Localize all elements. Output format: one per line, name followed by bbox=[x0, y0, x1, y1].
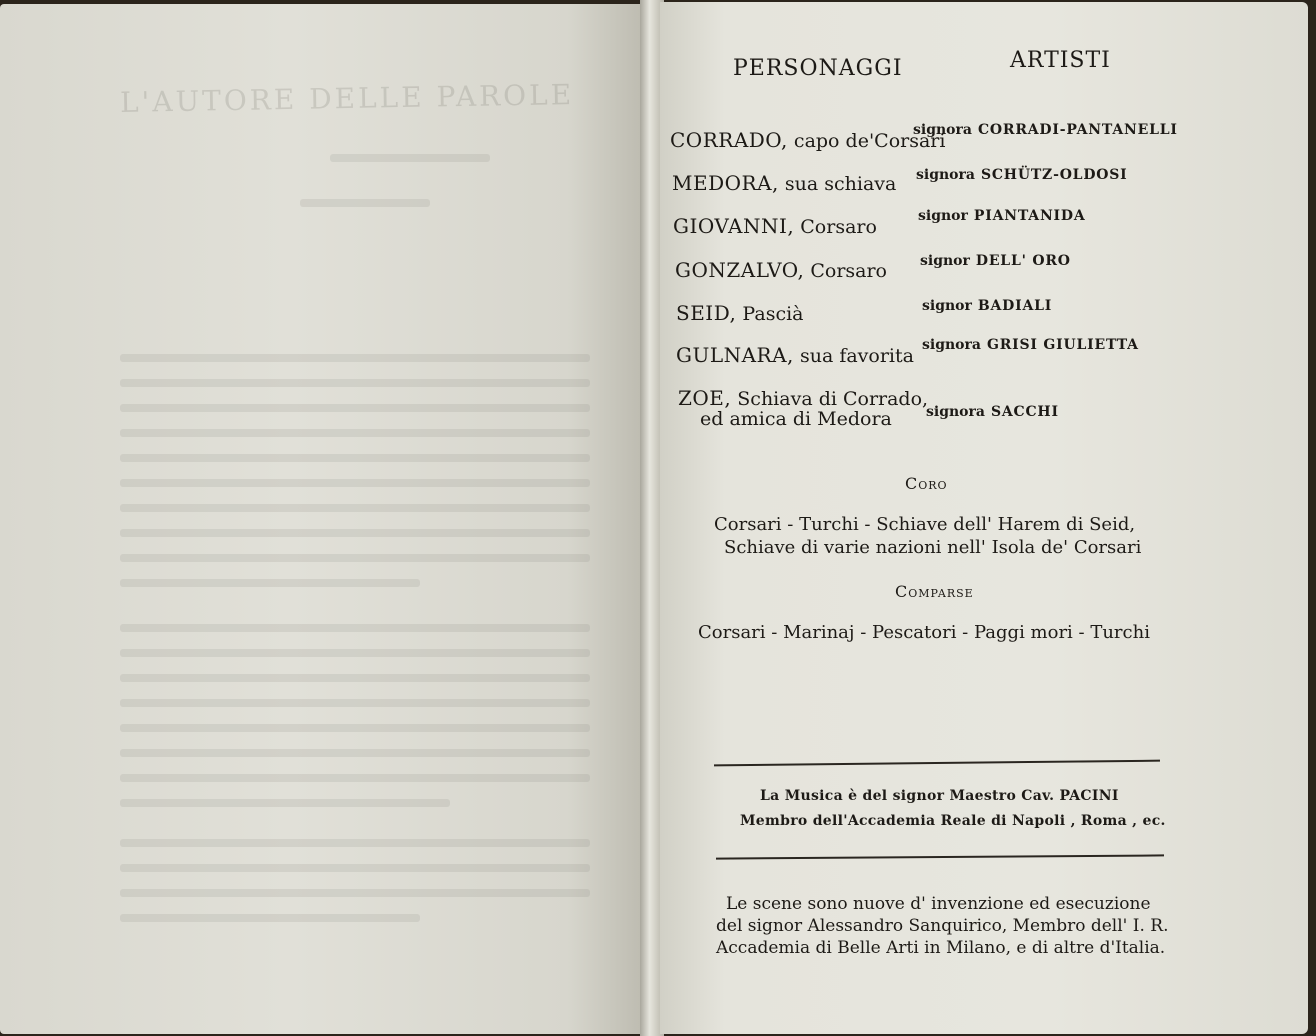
comparse-line-1: Corsari - Marinaj - Pescatori - Paggi mori - Turchi bbox=[698, 622, 1150, 643]
bleed-through-line bbox=[120, 624, 590, 632]
artist-name: SACCHI bbox=[990, 404, 1059, 420]
cast-character bbox=[675, 258, 887, 282]
character-name: CORRADO, bbox=[670, 128, 788, 152]
character-name: SEID, bbox=[676, 301, 737, 325]
artist-title: signora bbox=[913, 122, 972, 138]
artist-name: GRISI GIULIETTA bbox=[986, 337, 1139, 353]
artist-title: signora bbox=[922, 337, 981, 353]
bleed-through-line bbox=[330, 154, 490, 162]
character-role: sua favorita bbox=[793, 345, 914, 367]
left-page bbox=[0, 4, 645, 1034]
cast-artist bbox=[926, 404, 1059, 420]
bleed-through-line bbox=[120, 839, 590, 847]
bleed-through-line bbox=[300, 199, 430, 207]
music-credit-line-2: Membro dell'Accademia Reale di Napoli , Roma , ec. bbox=[740, 813, 1166, 829]
bleed-through-line bbox=[120, 674, 590, 682]
cast-character bbox=[676, 343, 914, 367]
artist-title: signor bbox=[920, 253, 970, 269]
artist-name: PIANTANIDA bbox=[973, 208, 1086, 224]
personaggi-header: PERSONAGGI bbox=[733, 56, 903, 81]
scenery-credit-line-2: del signor Alessandro Sanquirico, Membro dell' I. R. bbox=[716, 916, 1169, 936]
cast-artist bbox=[920, 253, 1071, 269]
comparse-heading: Comparse bbox=[895, 582, 974, 601]
bleed-through-line bbox=[120, 404, 590, 412]
artist-title: signor bbox=[922, 298, 972, 314]
scenery-credit-line-1: Le scene sono nuove d' invenzione ed esecuzione bbox=[726, 894, 1151, 914]
character-role: sua schiava bbox=[778, 173, 897, 195]
character-role-continued: ed amica di Medora bbox=[700, 408, 892, 430]
coro-line-2: Schiave di varie nazioni nell' Isola de' Corsari bbox=[724, 537, 1142, 558]
artist-title: signora bbox=[926, 404, 985, 420]
bleed-through-line bbox=[120, 749, 590, 757]
cast-character bbox=[670, 128, 945, 152]
artisti-header: ARTISTI bbox=[1010, 48, 1111, 73]
scenery-credit-line-3: Accademia di Belle Arti in Milano, e di altre d'Italia. bbox=[716, 938, 1166, 958]
artist-name: SCHÜTZ-OLDOSI bbox=[980, 167, 1128, 183]
bleed-through-line bbox=[120, 649, 590, 657]
character-name: MEDORA, bbox=[672, 171, 779, 195]
character-role: Corsaro bbox=[804, 260, 887, 282]
bleed-through-line bbox=[120, 724, 590, 732]
left-page-faded-title: L'AUTORE DELLE PAROLE bbox=[119, 78, 575, 119]
character-name: GIOVANNI, bbox=[673, 214, 795, 238]
cast-artist bbox=[918, 208, 1086, 224]
artist-name: BADIALI bbox=[977, 298, 1053, 314]
character-role: capo de'Corsari bbox=[787, 130, 946, 152]
character-role: Pascià bbox=[736, 303, 804, 325]
bleed-through-line bbox=[120, 429, 590, 437]
character-name: GULNARA, bbox=[676, 343, 794, 367]
cast-artist bbox=[922, 298, 1052, 314]
cast-character bbox=[678, 386, 928, 410]
character-name: GONZALVO, bbox=[675, 258, 805, 282]
music-credit-line-1: La Musica è del signor Maestro Cav. PACINI bbox=[760, 788, 1119, 804]
bleed-through-line bbox=[120, 864, 590, 872]
bleed-through-line bbox=[120, 699, 590, 707]
character-name: ZOE, bbox=[678, 386, 732, 410]
cast-artist bbox=[916, 167, 1128, 183]
bleed-through-line bbox=[120, 554, 590, 562]
character-role: Schiava di Corrado, bbox=[731, 388, 929, 410]
bleed-through-line bbox=[120, 454, 590, 462]
bleed-through-line bbox=[120, 774, 590, 782]
cast-character bbox=[673, 214, 877, 238]
artist-title: signora bbox=[916, 167, 975, 183]
cast-artist bbox=[913, 122, 1178, 138]
bleed-through-line bbox=[120, 379, 590, 387]
bleed-through-line bbox=[120, 799, 450, 807]
coro-line-1: Corsari - Turchi - Schiave dell' Harem di Seid, bbox=[714, 514, 1136, 535]
bleed-through-line bbox=[120, 914, 420, 922]
bleed-through-line bbox=[120, 354, 590, 362]
coro-heading: Coro bbox=[905, 474, 948, 493]
bleed-through-line bbox=[120, 889, 590, 897]
character-role: Corsaro bbox=[794, 216, 877, 238]
bleed-through-line bbox=[120, 529, 590, 537]
artist-name: DELL' ORO bbox=[975, 253, 1071, 269]
bleed-through-line bbox=[120, 479, 590, 487]
cast-character bbox=[676, 301, 803, 325]
cast-artist bbox=[922, 337, 1139, 353]
bleed-through-line bbox=[120, 579, 420, 587]
artist-name: CORRADI-PANTANELLI bbox=[977, 122, 1178, 138]
bleed-through-line bbox=[120, 504, 590, 512]
artist-title: signor bbox=[918, 208, 968, 224]
cast-character bbox=[672, 171, 896, 195]
